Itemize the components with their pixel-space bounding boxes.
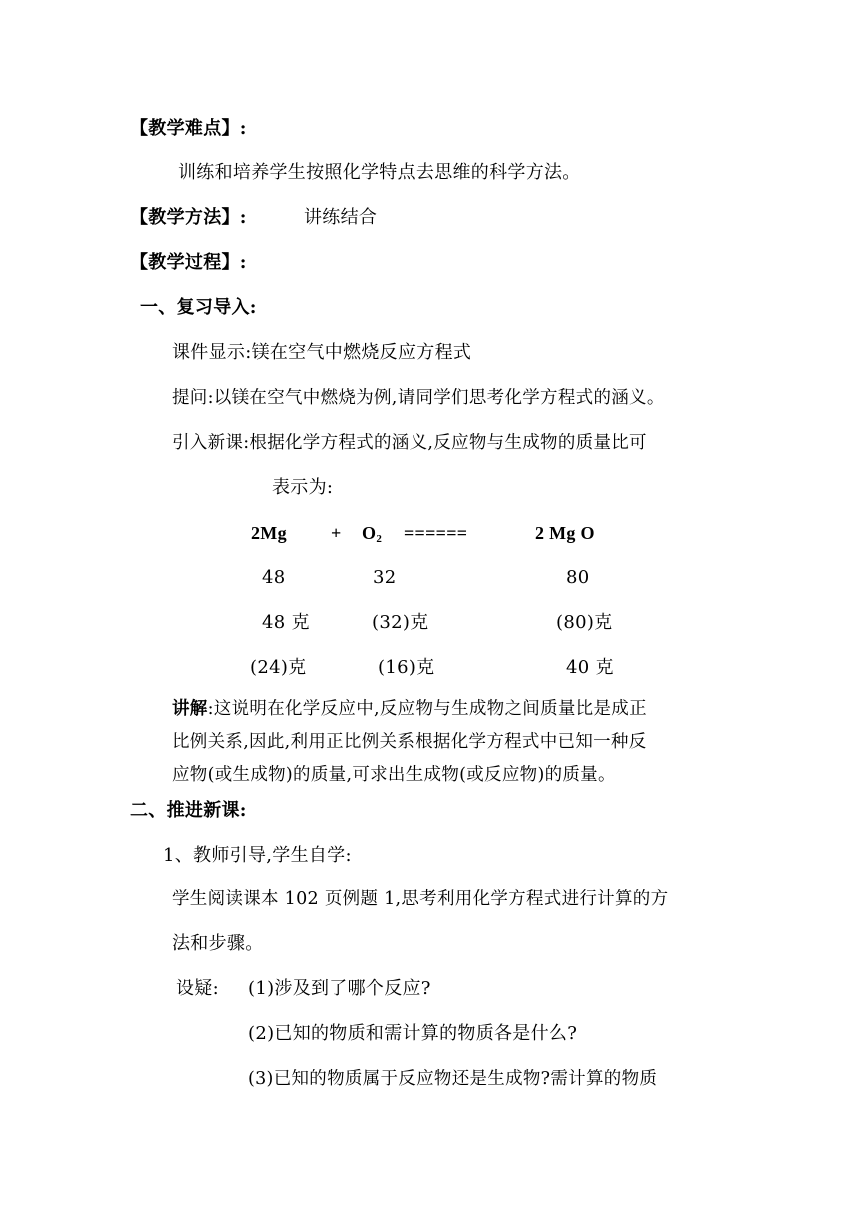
question-text: 提问:以镁在空气中燃烧为例,请同学们思考化学方程式的涵义。 [172, 388, 665, 408]
method-heading: 【教学方法】: [130, 207, 247, 228]
intro-line-2: 表示为: [272, 477, 334, 498]
o2-subscript: 2 [376, 533, 383, 545]
mass-row-2-mg: 48 克 [262, 612, 310, 633]
explain-line-3: 应物(或生成物)的质量,可求出生成物(或反应物)的质量。 [172, 765, 616, 785]
equation-arrow: ====== [404, 523, 468, 543]
method-text: 讲练结合 [304, 207, 378, 228]
mass-row-3-mg: (24)克 [250, 657, 307, 678]
section2-sub1: 1、教师引导,学生自学: [163, 845, 352, 866]
explain-text-1: :这说明在化学反应中,反应物与生成物之间质量比是成正 [207, 699, 647, 719]
doubt-question-1: (1)涉及到了哪个反应? [248, 978, 431, 999]
explain-label: 讲解 [172, 699, 208, 719]
difficulty-text: 训练和培养学生按照化学特点去思维的科学方法。 [178, 162, 581, 183]
explain-line-1 [172, 698, 647, 720]
doubt-label: 设疑: [176, 978, 219, 999]
process-heading: 【教学过程】: [130, 252, 247, 273]
intro-line-1: 引入新课:根据化学方程式的涵义,反应物与生成物的质量比可 [172, 433, 647, 453]
mass-row-2-mgo: (80)克 [556, 612, 613, 633]
equation-reactant-o2 [362, 522, 382, 544]
o2-base: O [362, 523, 377, 543]
mass-row-2-o2: (32)克 [372, 612, 429, 633]
doubt-question-3: (3)已知的物质属于反应物还是生成物?需计算的物质 [248, 1069, 658, 1089]
equation-product-mgo: 2 Mg O [535, 523, 595, 543]
mass-row-3-o2: (16)克 [378, 657, 435, 678]
mass-row-3-mgo: 40 克 [566, 657, 614, 678]
mass-row-1-o2: 32 [373, 567, 397, 588]
doubt-question-2: (2)已知的物质和需计算的物质各是什么? [248, 1023, 578, 1044]
reading-line-2: 法和步骤。 [172, 933, 264, 954]
explain-line-2: 比例关系,因此,利用正比例关系根据化学方程式中已知一种反 [172, 732, 647, 752]
mass-row-1-mgo: 80 [566, 567, 590, 588]
courseware-text: 课件显示:镁在空气中燃烧反应方程式 [172, 342, 472, 363]
reading-line-1: 学生阅读课本 102 页例题 1,思考利用化学方程式进行计算的方 [172, 889, 669, 909]
equation-plus: + [331, 523, 342, 543]
mass-row-1-mg: 48 [262, 567, 286, 588]
section1-heading: 一、复习导入: [140, 297, 257, 318]
equation-reactant-mg: 2Mg [251, 523, 287, 543]
difficulty-heading: 【教学难点】: [130, 118, 247, 139]
section2-heading: 二、推进新课: [130, 800, 247, 821]
